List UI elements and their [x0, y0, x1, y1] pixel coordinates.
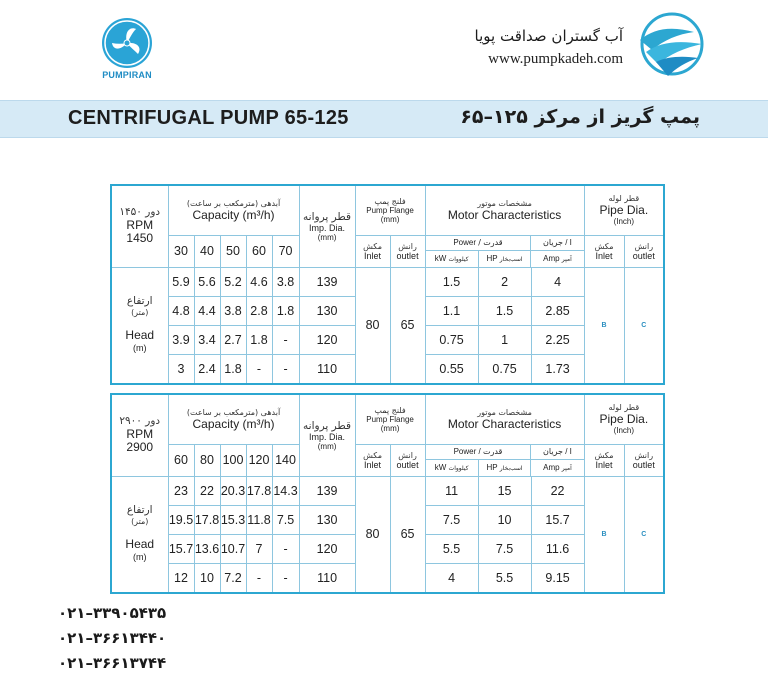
head-value: 15.3	[220, 505, 246, 534]
capacity-value: 120	[246, 444, 272, 476]
amp-value: 22	[531, 476, 584, 505]
phone-number[interactable]: ۰۲۱–۳۶۶۱۳۴۴۰	[58, 629, 167, 647]
hp-label: HP	[486, 254, 498, 263]
head-value: -	[272, 354, 299, 384]
flange-outlet-value: 65	[390, 267, 425, 384]
outlet-header: رانش outlet	[390, 444, 425, 476]
website-link[interactable]: www.pumpkadeh.com	[488, 51, 623, 67]
head-value: 5.6	[194, 267, 220, 296]
pipe-inlet-value: B	[584, 476, 624, 593]
imp-dia-header: قطر پروانه Imp. Dia. (mm)	[299, 185, 355, 267]
flange-inlet-value: 80	[355, 476, 390, 593]
motor-header: مشخصات موتور Motor Characteristics	[425, 394, 584, 444]
head-value: 15.7	[168, 534, 194, 563]
current-label-fa: جریان	[543, 447, 563, 456]
capacity-value: 100	[220, 444, 246, 476]
head-value: 20.3	[220, 476, 246, 505]
phone-number[interactable]: ۰۲۱–۳۳۹۰۵۴۳۵	[58, 604, 167, 622]
amp-value: 2.25	[531, 325, 584, 354]
power-current-header: Power / قدرت جریان / I kW کیلووات HP اسب‌بخار Amp آمپر	[425, 235, 584, 267]
head-value: 17.8	[246, 476, 272, 505]
amp-value: 1.73	[531, 354, 584, 384]
flange-header: فلنج پمپ Pump Flange (mm)	[355, 185, 425, 235]
head-value: 10	[194, 563, 220, 593]
capacity-value: 70	[272, 235, 299, 267]
amp-value: 2.85	[531, 296, 584, 325]
head-value: 4.8	[168, 296, 194, 325]
brand-name: PUMPIRAN	[102, 70, 152, 80]
head-value: 1.8	[246, 325, 272, 354]
pipe-outlet-header: رانش outlet	[624, 235, 664, 267]
power-label-fa: قدرت	[482, 447, 503, 456]
kw-value: 1.5	[425, 267, 478, 296]
page-title-fa: پمپ گریز از مرکز ۱۲۵–۶۵	[460, 106, 700, 128]
head-value: 3.8	[220, 296, 246, 325]
head-value: 12	[168, 563, 194, 593]
company-info	[475, 27, 623, 68]
kw-value: 7.5	[425, 505, 478, 534]
hp-value: 5.5	[478, 563, 531, 593]
head-value: 3.8	[272, 267, 299, 296]
head-value: 14.3	[272, 476, 299, 505]
kw-value: 11	[425, 476, 478, 505]
kw-value: 5.5	[425, 534, 478, 563]
kw-value: 1.1	[425, 296, 478, 325]
head-value: 5.9	[168, 267, 194, 296]
rpm-header: دور ۲۹۰۰ RPM 2900	[111, 394, 168, 476]
imp-value: 139	[299, 476, 355, 505]
head-value: 19.5	[168, 505, 194, 534]
current-label: I	[569, 238, 572, 247]
amp-value: 11.6	[531, 534, 584, 563]
head-value: 22	[194, 476, 220, 505]
capacity-header: آبدهی (مترمکعب بر ساعت) Capacity (m³/h)	[168, 394, 299, 444]
pipe-outlet-header: رانش outlet	[624, 444, 664, 476]
table-row	[111, 476, 664, 505]
hp-label: HP	[486, 463, 498, 472]
head-value: -	[246, 563, 272, 593]
company-name: آب گستران صداقت پویا	[474, 27, 623, 45]
flange-header: فلنج پمپ Pump Flange (mm)	[355, 394, 425, 444]
hp-value: 2	[478, 267, 531, 296]
head-value: 10.7	[220, 534, 246, 563]
head-value: 4.4	[194, 296, 220, 325]
head-value: 13.6	[194, 534, 220, 563]
head-value: -	[272, 563, 299, 593]
imp-value: 110	[299, 563, 355, 593]
phone-list	[58, 604, 166, 679]
head-value: 3	[168, 354, 194, 384]
kw-value: 4	[425, 563, 478, 593]
phone-number[interactable]: ۰۲۱–۳۶۶۱۳۷۴۴	[58, 654, 167, 672]
hp-value: 7.5	[478, 534, 531, 563]
head-value: 7	[246, 534, 272, 563]
fan-icon	[102, 18, 152, 68]
imp-dia-header: قطر پروانه Imp. Dia. (mm)	[299, 394, 355, 476]
capacity-value: 80	[194, 444, 220, 476]
head-value: 17.8	[194, 505, 220, 534]
capacity-value: 50	[220, 235, 246, 267]
capacity-value: 30	[168, 235, 194, 267]
hp-value: 0.75	[478, 354, 531, 384]
imp-value: 110	[299, 354, 355, 384]
wave-logo-icon	[632, 10, 710, 82]
head-value: 2.4	[194, 354, 220, 384]
amp-value: 4	[531, 267, 584, 296]
kw-label: kW	[434, 463, 447, 472]
amp-value: 9.15	[531, 563, 584, 593]
head-value: 3.9	[168, 325, 194, 354]
imp-value: 120	[299, 325, 355, 354]
pipe-inlet-value: B	[584, 267, 624, 384]
capacity-value: 60	[168, 444, 194, 476]
head-value: 3.4	[194, 325, 220, 354]
flange-outlet-value: 65	[390, 476, 425, 593]
hp-value: 15	[478, 476, 531, 505]
power-label-fa: قدرت	[483, 238, 503, 247]
head-value: 2.7	[220, 325, 246, 354]
power-label: Power	[453, 238, 477, 247]
head-value: -	[272, 325, 299, 354]
hp-value: 1.5	[478, 296, 531, 325]
capacity-value: 60	[246, 235, 272, 267]
amp-value: 15.7	[531, 505, 584, 534]
head-value: 4.6	[246, 267, 272, 296]
head-value: 23	[168, 476, 194, 505]
pipe-dia-header: قطر لوله Pipe Dia. (Inch)	[584, 394, 664, 444]
head-value: -	[246, 354, 272, 384]
spec-table-1450	[110, 184, 665, 385]
power-label: Power	[453, 447, 477, 456]
pipe-inlet-header: مکش Inlet	[584, 235, 624, 267]
head-label: ارتفاع (متر) Head (m)	[111, 267, 168, 384]
pipe-dia-header: قطر لوله Pipe Dia. (Inch)	[584, 185, 664, 235]
head-value: -	[272, 534, 299, 563]
head-value: 1.8	[220, 354, 246, 384]
outlet-header: رانش outlet	[390, 235, 425, 267]
inlet-header: مکش Inlet	[355, 444, 390, 476]
kw-value: 0.75	[425, 325, 478, 354]
pipe-inlet-header: مکش Inlet	[584, 444, 624, 476]
capacity-header: آبدهی (مترمکعب بر ساعت) Capacity (m³/h)	[168, 185, 299, 235]
head-value: 1.8	[272, 296, 299, 325]
imp-value: 120	[299, 534, 355, 563]
head-label: ارتفاع (متر) Head (m)	[111, 476, 168, 593]
spec-table-2900	[110, 393, 665, 594]
amp-label: Amp	[543, 463, 560, 472]
head-value: 11.8	[246, 505, 272, 534]
inlet-header: مکش Inlet	[355, 235, 390, 267]
motor-header: مشخصات موتور Motor Characteristics	[425, 185, 584, 235]
head-value: 5.2	[220, 267, 246, 296]
head-value: 7.2	[220, 563, 246, 593]
current-label: I	[569, 447, 572, 456]
pipe-outlet-value: C	[624, 267, 664, 384]
rpm-header: دور ۱۴۵۰ RPM 1450	[111, 185, 168, 267]
title-band	[0, 100, 768, 138]
page-title-en: CENTRIFUGAL PUMP 65-125	[68, 107, 349, 129]
imp-value: 139	[299, 267, 355, 296]
kw-label: kW	[434, 254, 447, 263]
head-value: 2.8	[246, 296, 272, 325]
power-current-header: Power / قدرت جریان / I kW کیلووات HP اسب‌بخار Amp آمپر	[425, 444, 584, 476]
hp-value: 10	[478, 505, 531, 534]
capacity-value: 140	[272, 444, 299, 476]
hp-value: 1	[478, 325, 531, 354]
table-row	[111, 267, 664, 296]
current-label-fa: جریان	[543, 238, 563, 247]
kw-value: 0.55	[425, 354, 478, 384]
imp-value: 130	[299, 296, 355, 325]
capacity-value: 40	[194, 235, 220, 267]
flange-inlet-value: 80	[355, 267, 390, 384]
imp-value: 130	[299, 505, 355, 534]
pipe-outlet-value: C	[624, 476, 664, 593]
pumpiran-logo	[98, 18, 156, 80]
head-value: 7.5	[272, 505, 299, 534]
amp-label: Amp	[543, 254, 560, 263]
